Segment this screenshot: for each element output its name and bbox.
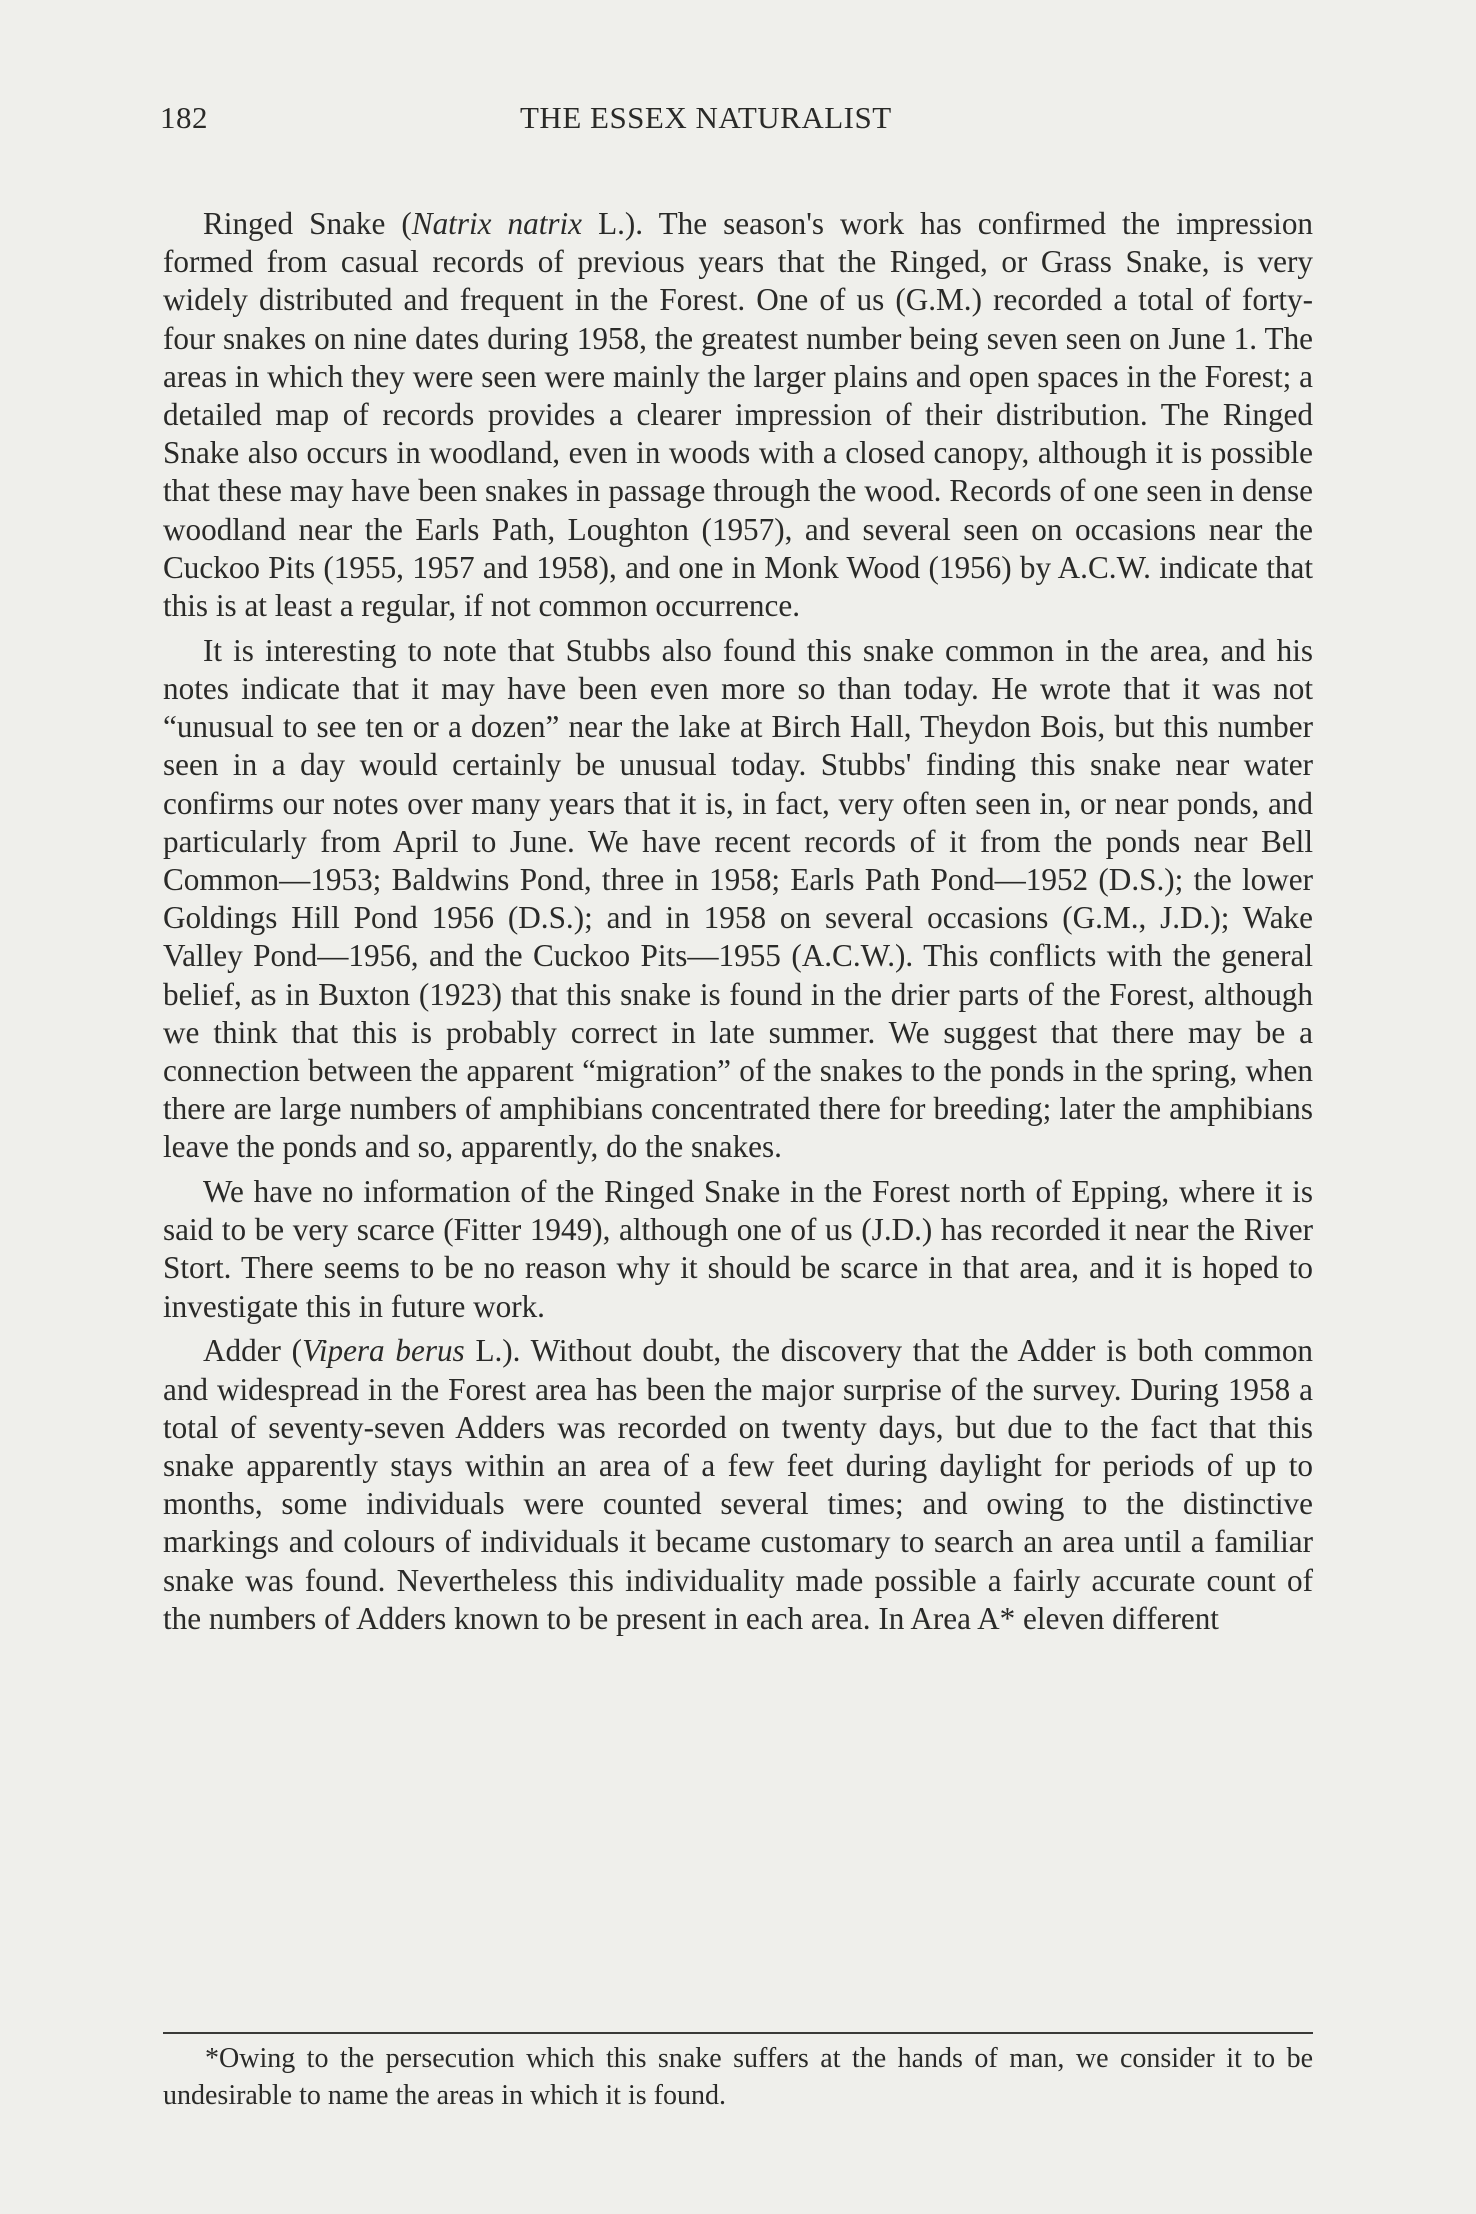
paragraph-text: It is interesting to note that Stubbs also found this snake common in the area, and his notes indicate that it may have been even more so than today. He wrote that it was not “unusual to see ten or a dozen” near the lake at Birch Hall, Theydon Bois, but this number seen in a day would certainly be unusual today. Stubbs' finding this snake near water confirms our notes over many years that it is, in fact, very often seen in, or near ponds, and particularly from April to June. We have recent records of it from the ponds near Bell Common—1953; Baldwins Pond, three in 1958; Earls Path Pond—1952 (D.S.); the lower Goldings Hill Pond 1956 (D.S.); and in 1958 on several occasions (G.M., J.D.); Wake Valley Pond—1956, and the Cuckoo Pits—1955 (A.C.W.). This conflicts with the general belief, as in Buxton (1923) that this snake is found in the drier parts of the Forest, although we think that this is probably correct in late summer. We suggest that there may be a connection between the apparent “migration” of the snakes to the ponds in the spring, when there are large numbers of amphibians concentrated there for breeding; later the amphibians leave the ponds and so, apparently, do the snakes. (163, 632, 1313, 1165)
page-header (160, 100, 1310, 150)
species-latin-name: Natrix natrix (411, 206, 583, 241)
paragraph-text: Without doubt, the discovery that the Adder is both common and widespread in the Forest area has been the major surprise of the survey. During 1958 a total of seventy-seven Adders was recorded on twenty days, but due to the fact that this snake apparently stays within an area of a few feet during daylight for periods of up to months, some individuals were counted several times; and owing to the distinctive markings and colours of individuals it became customary to search an area until a familiar snake was found. Nevertheless this individuality made possible a fairly accurate count of the numbers of Adders known to be present in each area. In Area A* eleven different (163, 1333, 1314, 1636)
paragraph-adder (163, 1332, 1313, 1638)
body-text (163, 205, 1313, 1645)
footnote (163, 2040, 1313, 2114)
paragraph-text: We have no information of the Ringed Snake in the Forest north of Epping, where it is said to be very scarce (Fitter 1949), although one of us (J.D.) has recorded it near the River Stort. There seems to be no reason why it should be scarce in that area, and it is hoped to investigate this in future work. (163, 1174, 1313, 1324)
footnote-text: *Owing to the persecution which this snake suffers at the hands of man, we consider it to be undesirable to name the areas in which it is found. (163, 2043, 1313, 2111)
species-heading-tail: L.). (464, 1333, 531, 1369)
species-latin-name: Vipera berus (302, 1333, 465, 1369)
page-number: 182 (160, 100, 208, 135)
paragraph-stubbs (163, 632, 1313, 1167)
species-heading-tail: L.). (582, 206, 659, 241)
paragraph-text: The season's work has confirmed the impression formed from casual records of previous years that the Ringed, or Grass Snake, is very widely distributed and frequent in the Forest. One of us (G.M.) recorded a total of forty-four snakes on nine dates during 1958, the greatest number being seven seen on June 1. The areas in which they were seen were mainly the larger plains and open spaces in the Forest; a detailed map of records provides a clearer impression of their distribution. The Ringed Snake also occurs in woodland, even in woods with a closed canopy, although it is possible that these may have been snakes in passage through the wood. Records of one seen in dense woodland near the Earls Path, Loughton (1957), and several seen on occasions near the Cuckoo Pits (1955, 1957 and 1958), and one in Monk Wood (1956) by A.C.W. indicate that this is at least a regular, if not common occurrence. (163, 206, 1314, 624)
running-title: THE ESSEX NATURALIST (520, 100, 892, 135)
species-heading-lead: Adder ( (203, 1333, 303, 1369)
footnote-rule (163, 2032, 1313, 2034)
paragraph-ringed-snake (163, 205, 1313, 625)
paragraph-north-of-epping (163, 1173, 1313, 1326)
species-heading-lead: Ringed Snake ( (203, 206, 412, 241)
